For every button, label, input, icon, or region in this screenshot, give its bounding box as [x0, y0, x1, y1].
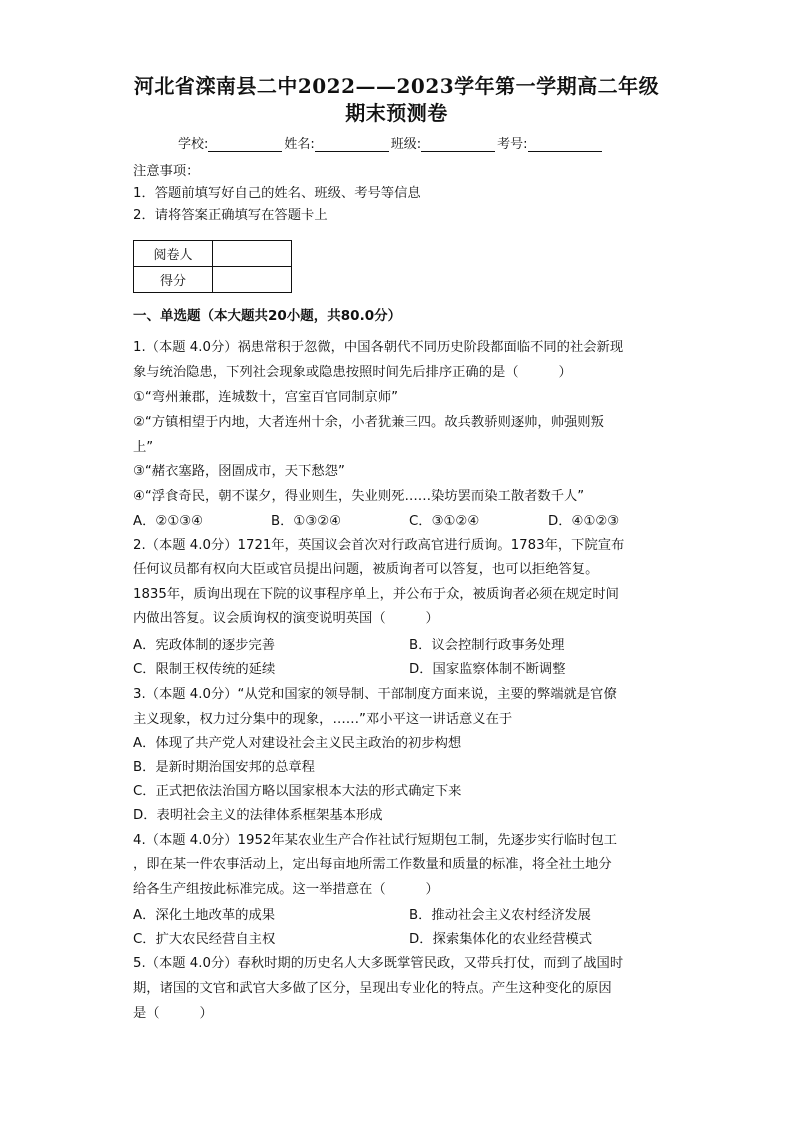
- notes-heading: 注意事项：: [133, 164, 200, 179]
- answer-option-b[interactable]: B．①③②④: [271, 514, 342, 529]
- question-line: 2.（本题 4.0分）1721年，英国议会首次对行政高官进行质询。1783年，下院宣布: [133, 538, 625, 553]
- info-label: 学校:: [178, 137, 209, 152]
- answer-option-b[interactable]: B．是新时期治国安邦的总章程: [133, 760, 315, 775]
- question-line: ①“弯州兼郡，连城数十，宫室百官同制京师”: [133, 390, 399, 405]
- answer-option-b[interactable]: B．推动社会主义农村经济发展: [409, 908, 591, 923]
- info-field-exam-number: [497, 133, 603, 152]
- answer-option-d[interactable]: D．④①②③: [548, 514, 620, 529]
- question-line: 1835年，质询出现在下院的议事程序单上，并公布于众，被质询者必须在规定时间: [133, 587, 619, 602]
- info-label: 姓名:: [284, 137, 315, 152]
- answer-option-a[interactable]: A．体现了共产党人对建设社会主义民主政治的初步构想: [133, 736, 462, 751]
- student-info-row: [178, 133, 604, 152]
- question-line: ②“方镇相望于内地，大者连州十余，小者犹兼三四。故兵教骄则逐帅，帅强则叛: [133, 415, 604, 430]
- grader-cell[interactable]: [213, 241, 292, 267]
- info-label: 班级:: [390, 137, 422, 152]
- question-line: 任何议员都有权向大臣或官员提出问题，被质询者可以答复，也可以拒绝答复。: [133, 562, 599, 577]
- info-field-name: [284, 133, 390, 152]
- answer-option-c[interactable]: C．限制王权传统的延续: [133, 662, 276, 677]
- question-line: 5.（本题 4.0分）春秋时期的历史名人大多既掌管民政，又带兵打仗，而到了战国时: [133, 956, 624, 971]
- answer-option-c[interactable]: C．③①②④: [409, 514, 480, 529]
- exam-title-line2: 期末预测卷: [345, 101, 448, 125]
- answer-option-d[interactable]: D．国家监察体制不断调整: [409, 662, 566, 677]
- answer-option-c[interactable]: C．正式把依法治国方略以国家根本大法的形式确定下来: [133, 784, 462, 799]
- answer-option-b[interactable]: B．议会控制行政事务处理: [409, 638, 565, 653]
- exam-title-line1: 河北省滦南县二中2022——2023学年第一学期高二年级: [133, 74, 660, 98]
- question-line: 是（ ）: [133, 1006, 213, 1021]
- fill-blank[interactable]: [528, 138, 602, 152]
- question-line: 象与统治隐患，下列社会现象或隐患按照时间先后排序正确的是（ ）: [133, 365, 572, 380]
- question-line: 4.（本题 4.0分）1952年某农业生产合作社试行短期包工制，先逐步实行临时包工: [133, 833, 618, 848]
- score-cell[interactable]: [213, 267, 292, 293]
- question-line: 内做出答复。议会质询权的演变说明英国（ ）: [133, 611, 439, 626]
- fill-blank[interactable]: [208, 138, 282, 152]
- info-label: 考号:: [497, 137, 528, 152]
- question-line: ④“浮食奇民，朝不谋夕，得业则生，失业则死……染坊罢而染工散者数千人”: [133, 489, 585, 504]
- notes-item: 1．答题前填写好自己的姓名、班级、考号等信息: [133, 186, 421, 201]
- notes-item: 2．请将答案正确填写在答题卡上: [133, 208, 328, 223]
- answer-option-d[interactable]: D．探索集体化的农业经营模式: [409, 932, 593, 947]
- score-label: 得分: [134, 267, 213, 293]
- question-line: ③“赭衣塞路，囹圄成市，天下愁怨”: [133, 464, 345, 479]
- answer-option-c[interactable]: C．扩大农民经营自主权: [133, 932, 276, 947]
- fill-blank[interactable]: [315, 138, 389, 152]
- section-heading: 一、单选题（本大题共20小题，共80.0分）: [133, 308, 402, 324]
- question-line: 3.（本题 4.0分）“从党和国家的领导制、干部制度方面来说，主要的弊端就是官僚: [133, 687, 617, 702]
- question-line: 上”: [133, 440, 154, 455]
- answer-option-a[interactable]: A．宪政体制的逐步完善: [133, 638, 276, 653]
- answer-option-a[interactable]: A．深化土地改革的成果: [133, 908, 276, 923]
- score-table: [133, 240, 292, 293]
- question-line: 期，诸国的文官和武官大多做了区分，呈现出专业化的特点。产生这种变化的原因: [133, 981, 612, 996]
- fill-blank[interactable]: [421, 138, 495, 152]
- question-line: 主义现象，权力过分集中的现象，……”邓小平这一讲话意义在于: [133, 712, 513, 727]
- answer-option-d[interactable]: D．表明社会主义的法律体系框架基本形成: [133, 808, 383, 823]
- grader-label: 阅卷人: [134, 241, 213, 267]
- info-field-class: [391, 133, 497, 152]
- info-field-school: [178, 133, 284, 152]
- question-line: 给各生产组按此标准完成。这一举措意在（ ）: [133, 882, 439, 897]
- question-line: 1.（本题 4.0分）祸患常积于忽微，中国各朝代不同历史阶段都面临不同的社会新现: [133, 340, 624, 355]
- answer-option-a[interactable]: A．②①③④: [133, 514, 204, 529]
- question-line: ，即在某一件农事活动上，定出每亩地所需工作数量和质量的标准，将全社土地分: [133, 857, 612, 872]
